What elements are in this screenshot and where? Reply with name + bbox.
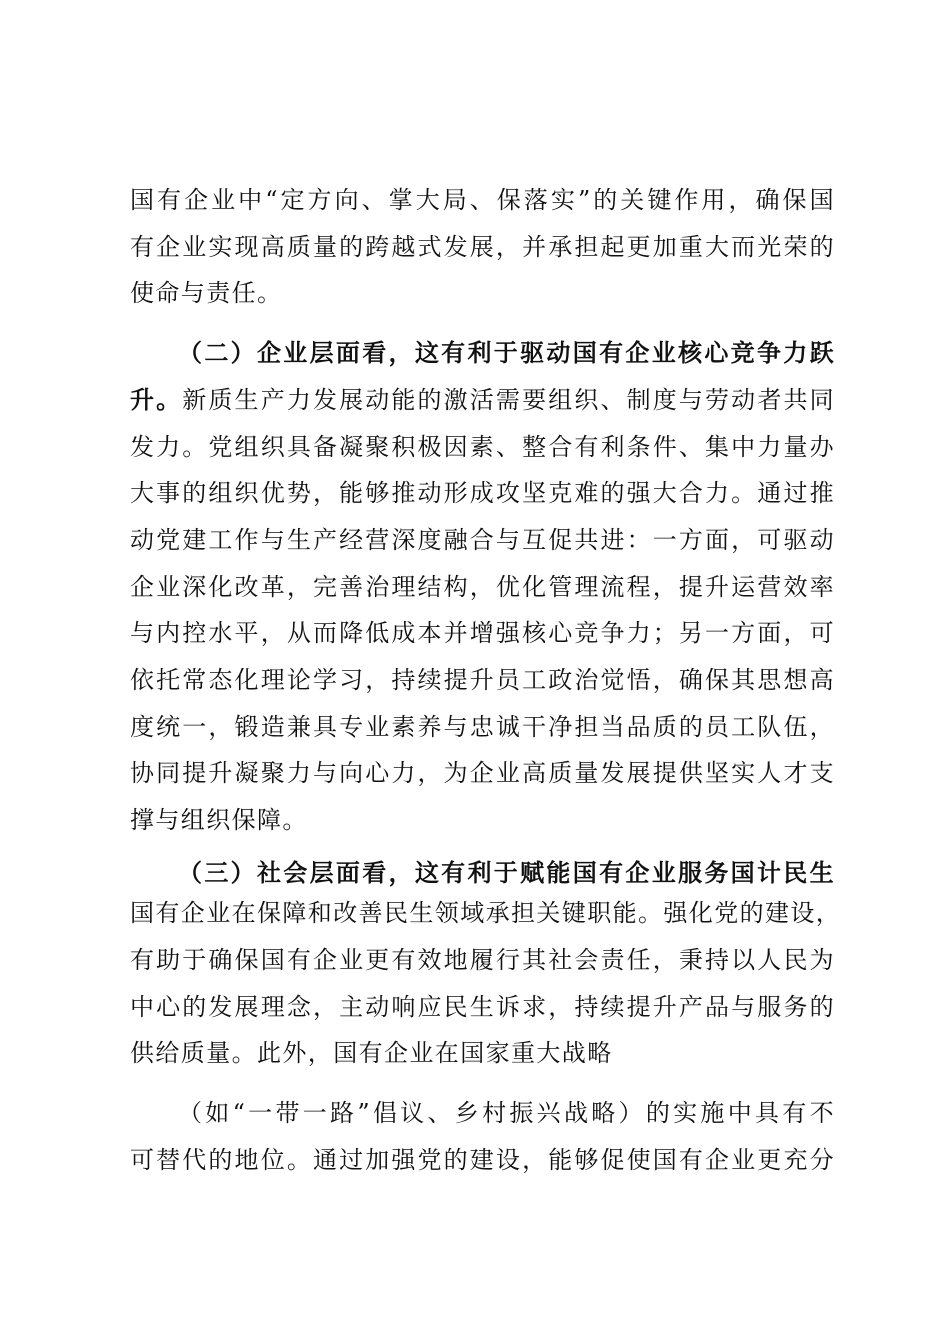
paragraph-line: 国有企业在保障和改善民生领域承担关键职能。强化党的建设， [130, 899, 842, 927]
paragraph-line: 与内控水平，从而降低成本并增强核心竞争力；另一方面，可 [130, 619, 835, 647]
section-heading: （二）企业层面看，这有利于驱动国有企业核心竞争力跃 [178, 338, 835, 367]
paragraph-line: 企业深化改革，完善治理结构，优化管理流程，提升运营效率 [130, 573, 835, 601]
paragraph-line: 使命与责任。 [130, 279, 283, 307]
paragraph-line: （如“一带一路”倡议、乡村振兴战略）的实施中具有不 [178, 1099, 835, 1127]
paragraph-line: 中心的发展理念，主动响应民生诉求，持续提升产品与服务的 [130, 993, 835, 1021]
paragraph-line: 动党建工作与生产经营深度融合与互促共进：一方面，可驱动 [130, 526, 835, 554]
paragraph-line: 大事的组织优势，能够推动形成攻坚克难的强大合力。通过推 [130, 479, 835, 507]
section-heading-end: 升。 [130, 385, 183, 414]
paragraph-line: 有企业实现高质量的跨越式发展，并承担起更加重大而光荣的 [130, 233, 835, 261]
paragraph-line: 有助于确保国有企业更有效地履行其社会责任，秉持以人民为 [130, 946, 835, 974]
section-heading: （三）社会层面看，这有利于赋能国有企业服务国计民生 [178, 858, 835, 887]
paragraph-line: 供给质量。此外，国有企业在国家重大战略 [130, 1039, 613, 1067]
paragraph-text: 新质生产力发展动能的激活需要组织、制度与劳动者共同 [182, 386, 835, 414]
paragraph-line: 撑与组织保障。 [130, 806, 308, 834]
paragraph-line: 协同提升凝聚力与向心力，为企业高质量发展提供坚实人才支 [130, 759, 835, 787]
paragraph-line: 度统一，锻造兼具专业素养与忠诚干净担当品质的员工队伍， [130, 713, 835, 741]
paragraph-line [130, 380, 835, 420]
paragraph-line: 发力。党组织具备凝聚积极因素、整合有利条件、集中力量办 [130, 433, 835, 461]
paragraph-line: 可替代的地位。通过加强党的建设，能够促使国有企业更充分 [130, 1146, 835, 1174]
paragraph-line: 依托常态化理论学习，持续提升员工政治觉悟，确保其思想高 [130, 666, 835, 694]
paragraph-line: 国有企业中“定方向、掌大局、保落实”的关键作用，确保国 [130, 186, 835, 214]
